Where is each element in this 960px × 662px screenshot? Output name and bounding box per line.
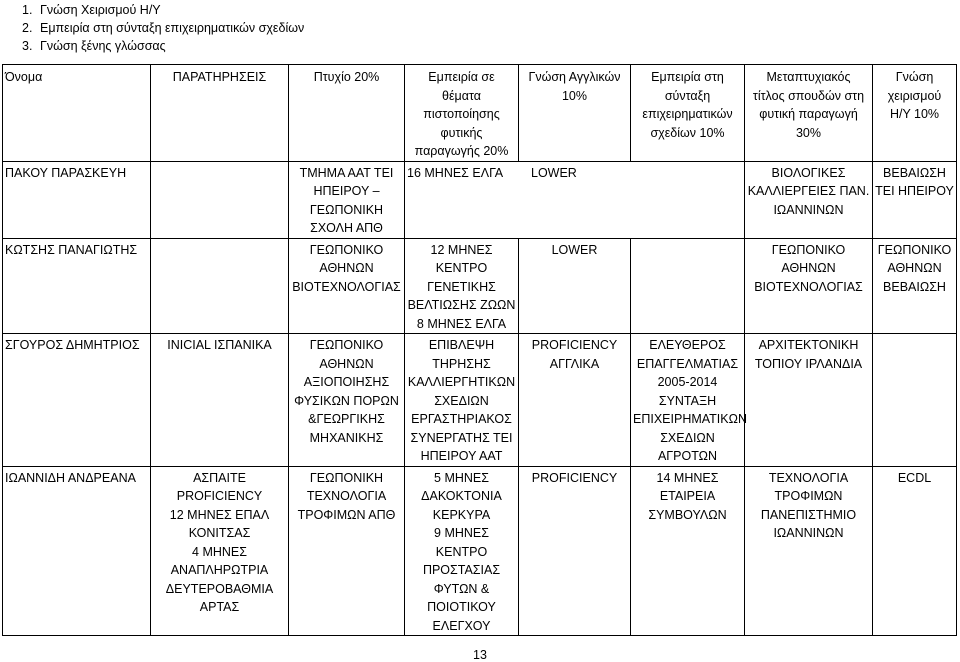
table-row — [3, 161, 957, 238]
criteria-number: 1. — [22, 3, 33, 17]
cell-certification: ΕΠΙΒΛΕΨΗ ΤΗΡΗΣΗΣ ΚΑΛΛΙΕΡΓΗΤΙΚΩΝ ΣΧΕΔΙΩΝ ΕΡΓΑΣΤΗΡΙΑΚΟΣ ΣΥΝΕΡΓΑΤΗΣ ΤΕΙ ΗΠΕΙΡΟΥ ΑΑΤ — [405, 334, 519, 467]
header-business-plans: Εμπειρία στη σύνταξη επιχειρηματικών σχεδίων 10% — [631, 65, 745, 162]
table-row — [3, 334, 957, 467]
header-masters: Μεταπτυχιακός τίτλος σπουδών στη φυτική παραγωγή 30% — [745, 65, 873, 162]
cell-business-plans: ΕΛΕΥΘΕΡΟΣ ΕΠΑΓΓΕΛΜΑΤΙΑΣ 2005-2014 ΣΥΝΤΑΞΗ ΕΠΙΧΕΙΡΗΜΑΤΙΚΩΝ ΣΧΕΔΙΩΝ ΑΓΡΟΤΩΝ — [631, 334, 745, 467]
cell-masters: ΒΙΟΛΟΓΙΚΕΣ ΚΑΛΛΙΕΡΓΕΙΕΣ ΠΑΝ. ΙΩΑΝΝΙΝΩΝ — [745, 161, 873, 238]
cell-name: ΣΓΟΥΡΟΣ ΔΗΜΗΤΡΙΟΣ — [3, 334, 151, 467]
cell-degree: ΓΕΩΠΟΝΙΚΟ ΑΘΗΝΩΝ ΒΙΟΤΕΧΝΟΛΟΓΙΑΣ — [289, 238, 405, 334]
cell-english: PROFICIENCY ΑΓΓΛΙΚΑ — [519, 334, 631, 467]
criteria-number: 2. — [22, 21, 33, 35]
cell-computer: ΒΕΒΑΙΩΣΗ ΤΕΙ ΗΠΕΙΡΟΥ — [873, 161, 957, 238]
criteria-text: Γνώση ξένης γλώσσας — [40, 39, 166, 53]
cell-certification-english — [405, 161, 745, 238]
table-header-row — [3, 65, 957, 162]
criteria-item — [22, 19, 304, 37]
header-name: Όνομα — [3, 65, 151, 162]
criteria-list — [22, 1, 304, 55]
cell-english: LOWER — [531, 165, 577, 180]
table-row — [3, 238, 957, 334]
candidates-table — [2, 64, 957, 636]
cell-name: ΠΑΚΟΥ ΠΑΡΑΣΚΕΥΗ — [3, 161, 151, 238]
criteria-item — [22, 37, 304, 55]
cell-remarks — [151, 161, 289, 238]
cell-masters: ΤΕΧΝΟΛΟΓΙΑ ΤΡΟΦΙΜΩΝ ΠΑΝΕΠΙΣΤΗΜΙΟ ΙΩΑΝΝΙΝΩΝ — [745, 466, 873, 636]
criteria-text: Γνώση Χειρισμού Η/Υ — [40, 3, 161, 17]
cell-remarks: INICIAL ΙΣΠΑΝΙΚΑ — [151, 334, 289, 467]
cell-business-plans: 14 ΜΗΝΕΣ ΕΤΑΙΡΕΙΑ ΣΥΜΒΟΥΛΩΝ — [631, 466, 745, 636]
header-remarks: ΠΑΡΑΤΗΡΗΣΕΙΣ — [151, 65, 289, 162]
cell-degree: ΓΕΩΠΟΝΙΚΟ ΑΘΗΝΩΝ ΑΞΙΟΠΟΙΗΣΗΣ ΦΥΣΙΚΩΝ ΠΟΡΩΝ &ΓΕΩΡΓΙΚΗΣ ΜΗΧΑΝΙΚΗΣ — [289, 334, 405, 467]
cell-name: ΚΩΤΣΗΣ ΠΑΝΑΓΙΩΤΗΣ — [3, 238, 151, 334]
header-degree: Πτυχίο 20% — [289, 65, 405, 162]
cell-remarks: ΑΣΠΑΙΤΕ PROFICIENCY 12 ΜΗΝΕΣ ΕΠΑΛ ΚΟΝΙΤΣΑΣ 4 ΜΗΝΕΣ ΑΝΑΠΛΗΡΩΤΡΙΑ ΔΕΥΤΕΡΟΒΑΘΜΙΑ ΑΡΤΑΣ — [151, 466, 289, 636]
cell-certification: 5 ΜΗΝΕΣ ΔΑΚΟΚΤΟΝΙΑ ΚΕΡΚΥΡΑ 9 ΜΗΝΕΣ ΚΕΝΤΡΟ ΠΡΟΣΤΑΣΙΑΣ ΦΥΤΩΝ & ΠΟΙΟΤΙΚΟΥ ΕΛΕΓΧΟΥ — [405, 466, 519, 636]
cell-name: ΙΩΑΝΝΙΔΗ ΑΝΔΡΕΑΝΑ — [3, 466, 151, 636]
table-row — [3, 466, 957, 636]
cell-english: PROFICIENCY — [519, 466, 631, 636]
cell-masters: ΓΕΩΠΟΝΙΚΟ ΑΘΗΝΩΝ ΒΙΟΤΕΧΝΟΛΟΓΙΑΣ — [745, 238, 873, 334]
header-certification-experience: Εμπειρία σε θέματα πιστοποίησης φυτικής παραγωγής 20% — [405, 65, 519, 162]
cell-certification: 12 ΜΗΝΕΣ ΚΕΝΤΡΟ ΓΕΝΕΤΙΚΗΣ ΒΕΛΤΙΩΣΗΣ ΖΩΩΝ 8 ΜΗΝΕΣ ΕΛΓΑ — [405, 238, 519, 334]
page-number: 13 — [473, 648, 487, 662]
cell-degree: ΤΜΗΜΑ ΑΑΤ ΤΕΙ ΗΠΕΙΡΟΥ – ΓΕΩΠΟΝΙΚΗ ΣΧΟΛΗ ΑΠΘ — [289, 161, 405, 238]
cell-english: LOWER — [519, 238, 631, 334]
criteria-item — [22, 1, 304, 19]
cell-degree: ΓΕΩΠΟΝΙΚΗ ΤΕΧΝΟΛΟΓΙΑ ΤΡΟΦΙΜΩΝ ΑΠΘ — [289, 466, 405, 636]
cell-computer: ΓΕΩΠΟΝΙΚΟ ΑΘΗΝΩΝ ΒΕΒΑΙΩΣΗ — [873, 238, 957, 334]
header-computer: Γνώση χειρισμού Η/Υ 10% — [873, 65, 957, 162]
header-english: Γνώση Αγγλικών 10% — [519, 65, 631, 162]
criteria-text: Εμπειρία στη σύνταξη επιχειρηματικών σχεδίων — [40, 21, 305, 35]
cell-masters: ΑΡΧΙΤΕΚΤΟΝΙΚΗ ΤΟΠΙΟΥ ΙΡΛΑΝΔΙΑ — [745, 334, 873, 467]
cell-remarks — [151, 238, 289, 334]
cell-computer — [873, 334, 957, 467]
cell-business-plans — [631, 238, 745, 334]
cell-certification: 16 ΜΗΝΕΣ ΕΛΓΑ — [407, 165, 504, 180]
cell-computer: ECDL — [873, 466, 957, 636]
criteria-number: 3. — [22, 39, 33, 53]
